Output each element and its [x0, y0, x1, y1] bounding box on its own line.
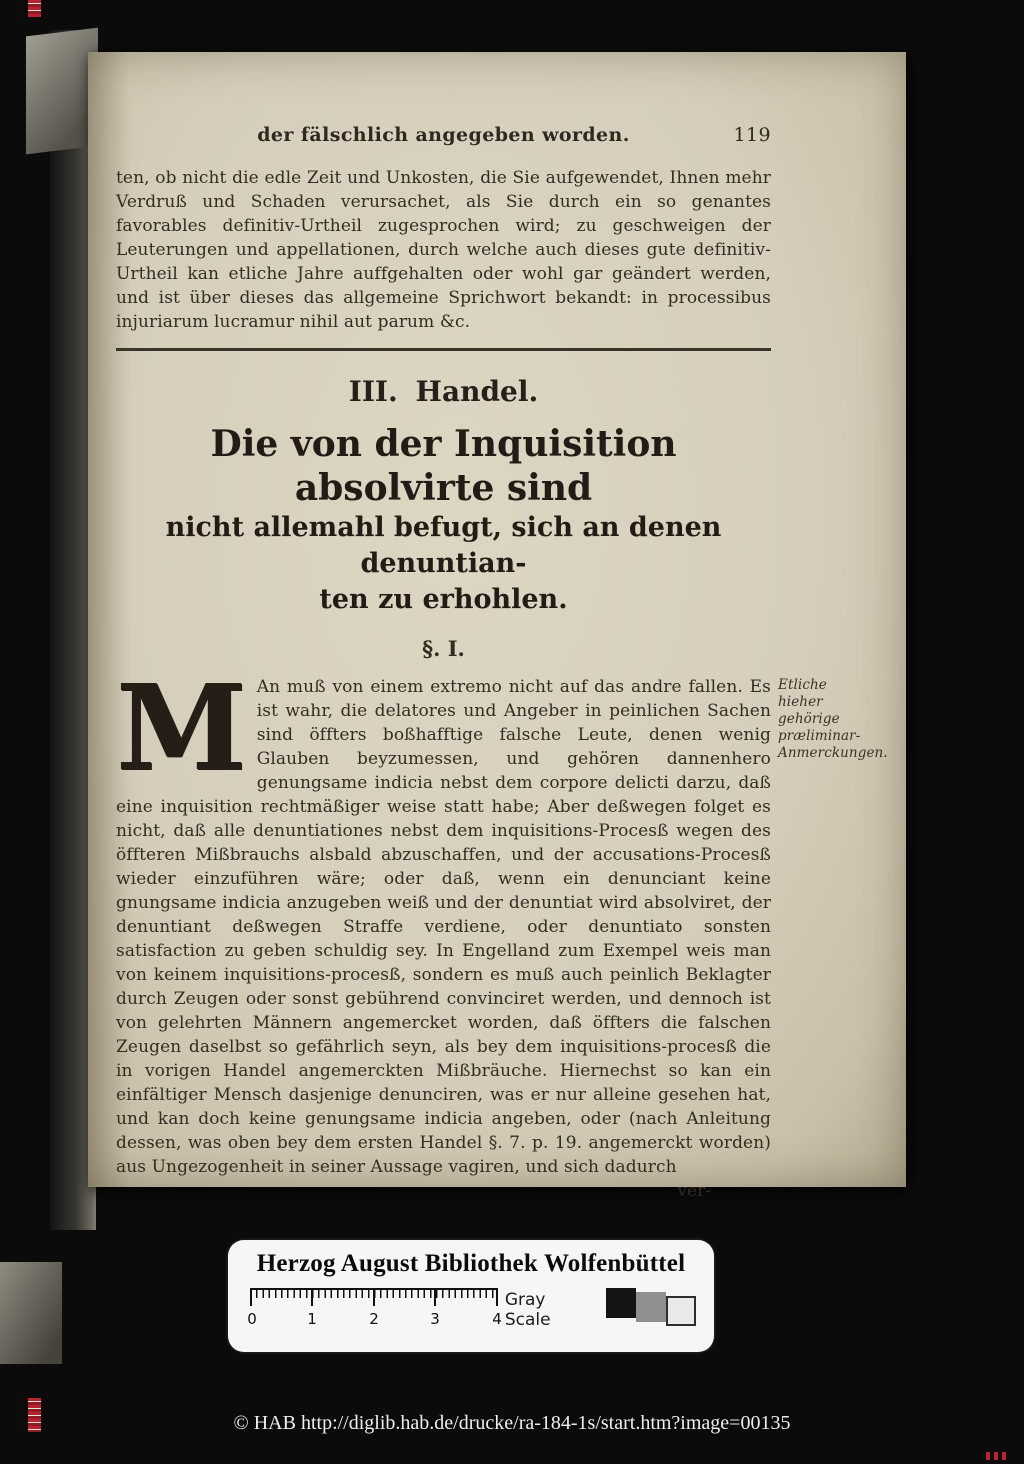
margin-note: Etliche hieher gehörige præliminar-Anmerckungen.: [778, 677, 888, 761]
ruler-number-4: 4: [492, 1310, 502, 1328]
gray-patch-dark: [606, 1288, 636, 1318]
library-label: [228, 1240, 714, 1352]
cm-ruler: [247, 1288, 502, 1332]
intro-paragraph: ten, ob nicht die edle Zeit und Unkosten, die Sie aufgewendet, Ihnen mehr Verdruß und Schaden verursachet, als Sie durch ein so genantes favorables definitiv-Urtheil zugesprochen wird; zu geschweigen der Leuterungen und appellationen, durch welche auch dieses gute definitiv-Urtheil kan etliche Jahre auffgehalten oder wohl gar geändert werden, und ist über dieses das allgemeine Sprichwort bekandt: in processibus injuriarum lucramur nihil aut parum &c.: [116, 168, 771, 332]
book-page: [88, 52, 906, 1201]
copyright-line: © HAB http://diglib.hab.de/drucke/ra-184-1s/start.htm?image=00135: [233, 1412, 791, 1434]
paragraph-mark: §. I.: [422, 636, 465, 661]
ruler-number-2: 2: [369, 1310, 379, 1328]
library-label-title: Herzog August Bibliothek Wolfenbüttel: [256, 1250, 686, 1277]
chapter-title-line1: Die von der Inquisition absolvirte sind: [210, 423, 677, 509]
chapter-title: [116, 422, 771, 618]
drop-cap-initial: M: [116, 658, 247, 797]
calibration-mark-bottom-right: [986, 1452, 1008, 1460]
text-column: [116, 124, 888, 1201]
ruler-number-3: 3: [430, 1310, 440, 1328]
label-row: [246, 1288, 696, 1332]
body-text: An muß von einem extremo nicht auf das andre fallen. Es ist wahr, die delatores und Angeber in peinlichen Sachen sind öffters boßhafftige falsche Leute, denen wenig Glauben beyzumessen, und gehören dannenhero genungsame indicia nebst dem corpore delicti darzu, daß eine inquisition rechtmäßiger weise statt habe; Aber deßwegen folget es nicht, daß alle denuntiationes nebst dem inquisitions-Procesß wegen des öffteren Mißbrauchs alsbald abzuschaffen, und der accusations-Procesß wieder einzuführen wäre; oder daß, wenn ein denunciant keine gnungsame indicia anzugeben weiß und der denuntiat wird absolviret, der denuntiant deßwegen Straffe verdiene, oder denuntiato sonsten satisfaction zu geben schuldig sey. In Engelland zum Exempel weis man von keinem inquisitions-procesß, sondern es muß auch peinlich Beklagter durch Zeugen oder sonst gebührend convinciret werden, und dennoch ist von gelehrten Männern angemercket worden, daß öffters die falschen Zeugen daselbst so gefährlich seyn, als bey dem inquisitions-procesß die in vorigen Handel angemerckten Mißbräuche. Hiernechst so kan ein einfältiger Mensch dasjenige denunciren, was er nur alleine gesehen hat, und kan doch keine genungsame indicia angeben, oder (nach Anleitung dessen, was oben bey dem ersten Handel §. 7. p. 19. angemerckt worden) aus Ungezogenheit in seiner Aussage vagiren, und sich dadurch: [116, 677, 771, 1177]
ruler-number-1: 1: [307, 1310, 317, 1328]
page-number: 119: [733, 124, 771, 146]
ruler-number-0: 0: [247, 1310, 257, 1328]
section-divider: [116, 348, 771, 351]
gray-patch-mid: [636, 1292, 666, 1322]
gray-patch-light: [666, 1296, 696, 1326]
section-heading: III. Handel.: [348, 375, 539, 408]
book-edge-bottom-corner: [0, 1262, 62, 1364]
running-title: der fälschlich angegeben worden.: [257, 124, 630, 146]
catchword: ver-: [677, 1181, 711, 1201]
calibration-mark-top-left: [28, 0, 41, 17]
running-head: [116, 124, 771, 146]
gray-scale-label: Gray Scale: [504, 1290, 551, 1330]
chapter-title-line2: nicht allemahl befugt, sich an denen denuntian-: [165, 512, 722, 579]
gray-scale-patches: [606, 1288, 696, 1326]
chapter-title-line3: ten zu erhohlen.: [319, 584, 568, 615]
body-paragraph: [116, 658, 888, 1179]
